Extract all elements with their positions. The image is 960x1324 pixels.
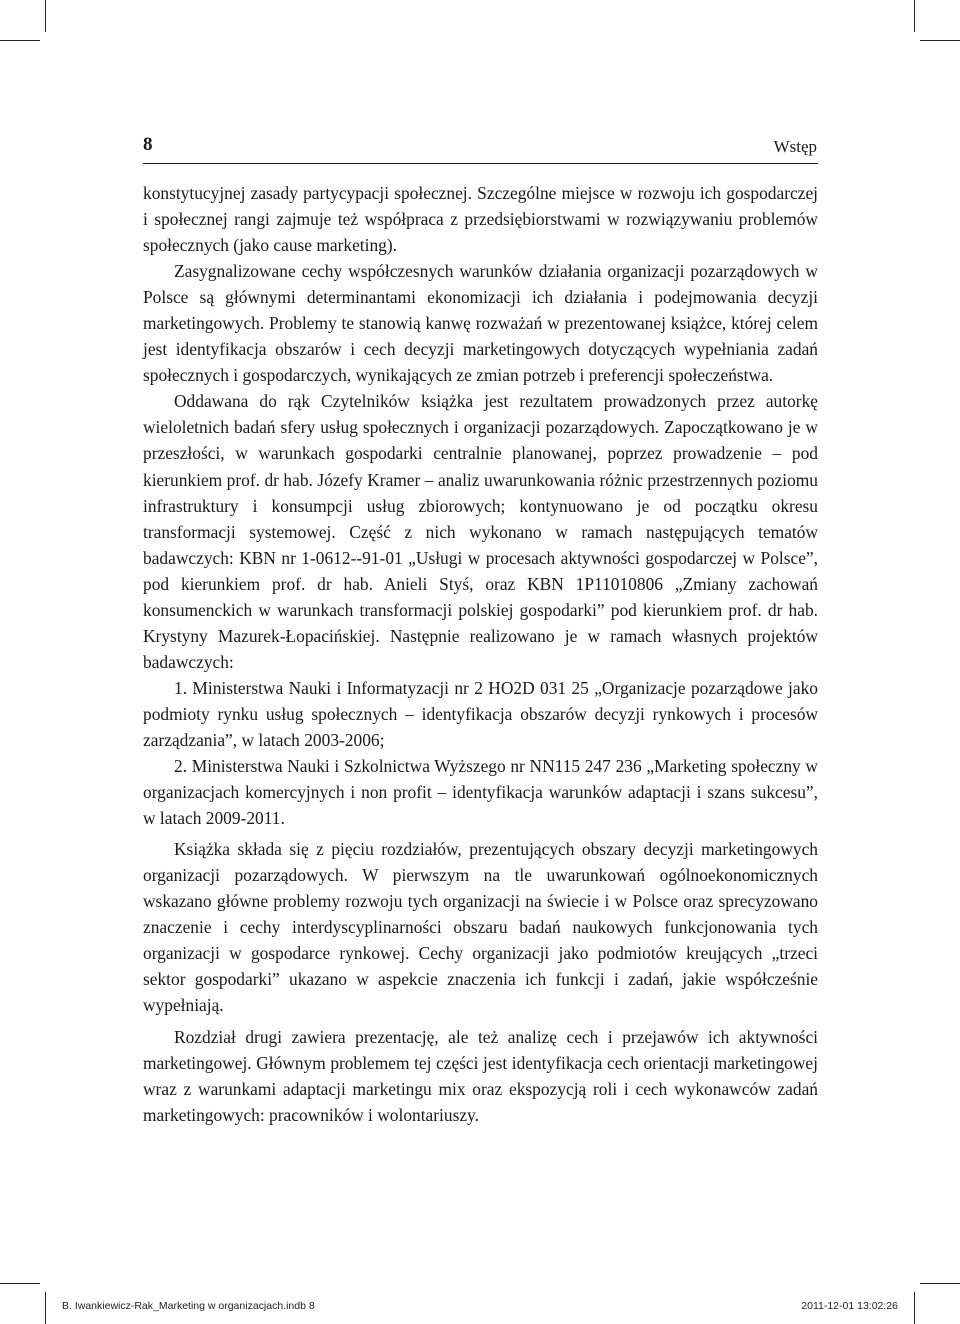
crop-mark	[45, 0, 46, 32]
running-head: Wstęp	[773, 137, 817, 156]
file-slug: B. Iwankiewicz-Rak_Marketing w organizacjach.indb 8	[62, 1300, 315, 1312]
paragraph: Rozdział drugi zawiera prezentację, ale też analizę cech i przejawów ich aktywności marketingowej. Głównym problemem tej części jest identyfikacja cech orientacji marketingowej wraz z warunkami adaptacji marketingu mix oraz ekspozycją roli i cech wykonawców zadań marketingowych: pracowników i wolontariuszy.	[143, 1026, 818, 1125]
page-number: 8	[143, 134, 153, 155]
list-item: 2. Ministerstwa Nauki i Szkolnictwa Wyższego nr NN115 247 236 „Marketing społeczny w organizacjach komercyjnych i non profit – identyfikacja warunków adaptacji i szans sukcesu”, w latach 2009-2011.	[143, 756, 818, 829]
crop-mark	[920, 1283, 960, 1284]
crop-mark	[45, 1292, 46, 1324]
paragraph: Książka składa się z pięciu rozdziałów, prezentujących obszary decyzji marketingowych organizacji pozarządowych. W pierwszym na tle uwarunkowań ogólnoekonomicznych wskazano główne problemy rozwoju tych organizacji na świecie i w Polsce oraz sprecyzowano znaczenie i cechy interdyscyplinarności obszaru badań naukowych funkcjonowania tych organizacji w gospodarce rynkowej. Cechy organizacji jako podmiotów kreujących „trzeci sektor gospodarki” ukazano w aspekcie znaczenia ich funkcji i zadań, jakie współcześnie wypełniają.	[143, 839, 818, 1016]
crop-mark	[914, 0, 915, 32]
body-text	[143, 180, 818, 1128]
crop-mark	[0, 40, 40, 41]
crop-mark	[914, 1292, 915, 1324]
header-rule	[143, 163, 818, 164]
print-timestamp: 2011-12-01 13:02:26	[801, 1300, 898, 1312]
crop-mark	[920, 40, 960, 41]
list-item: 1. Ministerstwa Nauki i Informatyzacji nr 2 HO2D 031 25 „Organizacje pozarządowe jako podmioty rynku usług społecznych – identyfikacja obszarów decyzji rynkowych i procesów zarządzania”, w latach 2003-2006;	[143, 677, 818, 750]
paragraph: Zasygnalizowane cechy współczesnych warunków działania organizacji pozarządowych w Polsce są głównymi determinantami ekonomizacji ich działania i podejmowania decyzji marketingowych. Problemy te stanowią kanwę rozważań w prezentowanej książce, której celem jest identyfikacja obszarów i cech decyzji marketingowych dotyczących wypełniania zadań społecznych i gospodarczych, wynikających ze zmian potrzeb i preferencji społeczeństwa.	[143, 261, 818, 386]
paragraph: Oddawana do rąk Czytelników książka jest rezultatem prowadzonych przez autorkę wieloletnich badań sfery usług społecznych i organizacji pozarządowych. Zapoczątkowano je w przeszłości, w warunkach gospodarki centralnie planowanej, poprzez prowadzenie – pod kierunkiem prof. dr hab. Józefy Kramer – analiz uwarunkowania różnic przestrzennych poziomu infrastruktury i konsumpcji usług zbiorowych; kontynuowano je od początku okresu transformacji systemowej. Część z nich wykonano w ramach następujących tematów badawczych: KBN nr 1-0612-​-91-01 „Usługi w procesach aktywności gospodarczej w Polsce”, pod kierunkiem prof. dr hab. Anieli Styś, oraz KBN 1P11010806 „Zmiany zachowań konsumenckich w warunkach transformacji polskiej gospodarki” pod kierunkiem prof. dr hab. Krystyny Mazurek-Łopacińskiej. Następnie realizowano je w ramach własnych projektów badawczych:	[143, 391, 818, 672]
paragraph: konstytucyjnej zasady partycypacji społecznej. Szczególne miejsce w rozwoju ich gospodarczej i społecznej rangi zajmuje też współpraca z przedsiębiorstwami w rozwiązywaniu problemów społecznych (jako cause marketing).	[143, 183, 818, 256]
crop-mark	[0, 1283, 40, 1284]
